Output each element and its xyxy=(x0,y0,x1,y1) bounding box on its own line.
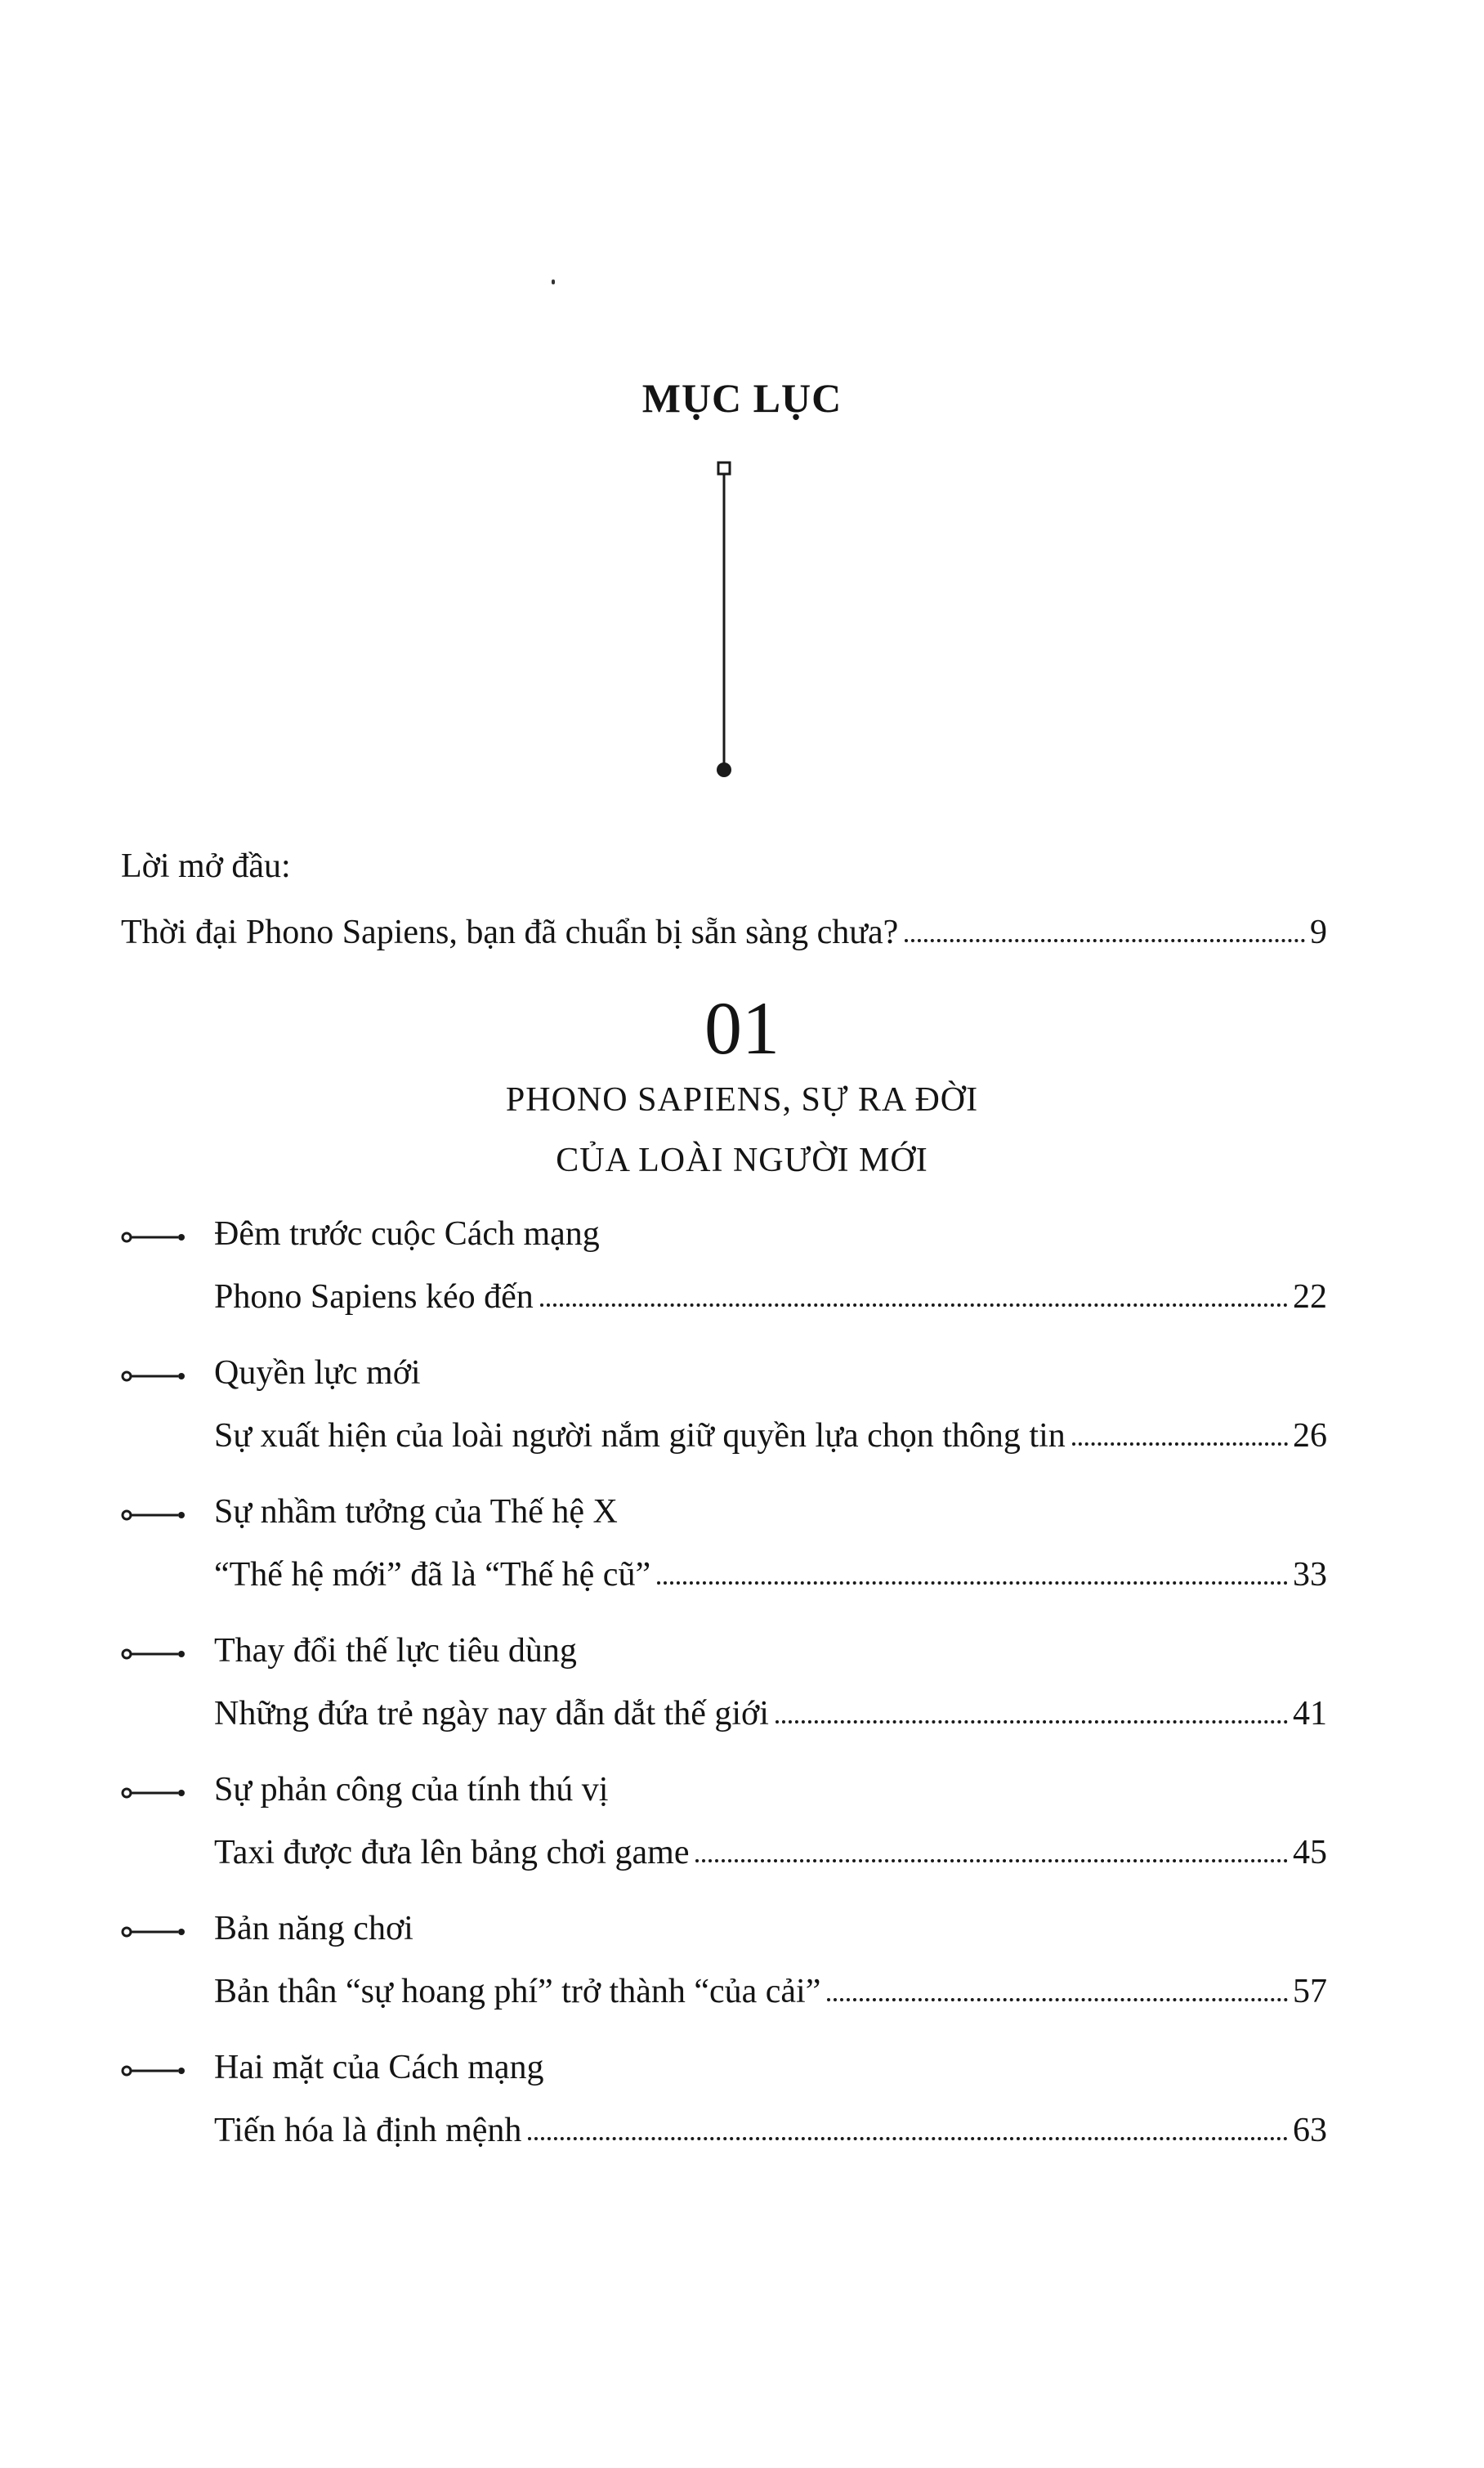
toc-entry-row[interactable] xyxy=(214,1558,1327,1592)
intro-label: Lời mở đầu: xyxy=(121,847,291,885)
bullet-connector-icon xyxy=(121,1925,193,1938)
page-number: 33 xyxy=(1293,1556,1327,1594)
dot-leader xyxy=(657,1581,1288,1585)
chapter-title-line-2: CỦA LOÀI NGƯỜI MỚI xyxy=(556,1142,928,1179)
toc-entry-subtitle: Phono Sapiens kéo đến xyxy=(214,1278,534,1316)
bullet-connector-icon xyxy=(121,2064,193,2077)
toc-entry-heading[interactable]: Thay đổi thế lực tiêu dùng xyxy=(214,1632,577,1670)
toc-entry-subtitle: Tiến hóa là định mệnh xyxy=(214,2112,522,2149)
chapter-number: 01 xyxy=(704,986,780,1070)
page-number: 57 xyxy=(1293,1973,1327,2010)
print-speck xyxy=(552,279,555,284)
page-number: 9 xyxy=(1310,914,1327,951)
toc-entry-row[interactable] xyxy=(214,2113,1327,2148)
bullet-connector-icon xyxy=(121,1370,193,1383)
bullet-connector-icon xyxy=(121,1786,193,1800)
toc-entry-heading[interactable]: Đêm trước cuộc Cách mạng xyxy=(214,1215,600,1253)
dot-leader xyxy=(540,1303,1288,1307)
page-number: 63 xyxy=(1293,2112,1327,2149)
toc-entry-subtitle: Sự xuất hiện của loài người nắm giữ quyền lựa chọn thông tin xyxy=(214,1417,1066,1455)
bullet-connector-icon xyxy=(121,1648,193,1661)
chapter-title-line-1: PHONO SAPIENS, SỰ RA ĐỜI xyxy=(505,1081,979,1119)
toc-entry-row[interactable] xyxy=(214,1697,1327,1731)
toc-entry-intro[interactable] xyxy=(121,915,1327,950)
bullet-connector-icon xyxy=(121,1509,193,1522)
dot-leader xyxy=(905,939,1305,942)
toc-entry-heading[interactable]: Bản năng chơi xyxy=(214,1910,413,1947)
page-number: 26 xyxy=(1293,1417,1327,1455)
toc-entry-heading[interactable]: Sự nhầm tưởng của Thế hệ X xyxy=(214,1493,618,1531)
page-number: 22 xyxy=(1293,1278,1327,1316)
toc-entry-heading[interactable]: Hai mặt của Cách mạng xyxy=(214,2049,544,2086)
toc-entry-subtitle: Taxi được đưa lên bảng chơi game xyxy=(214,1834,690,1871)
dot-leader xyxy=(827,1998,1288,2001)
toc-entry-row[interactable] xyxy=(214,1974,1327,2009)
bullet-connector-icon xyxy=(121,1231,193,1244)
page-number: 45 xyxy=(1293,1834,1327,1871)
dot-leader xyxy=(1072,1442,1288,1446)
toc-entry-subtitle: Bản thân “sự hoang phí” trở thành “của cải” xyxy=(214,1973,821,2010)
toc-entry-row[interactable] xyxy=(214,1419,1327,1453)
dot-leader xyxy=(695,1859,1288,1862)
toc-entry-subtitle: “Thế hệ mới” đã là “Thế hệ cũ” xyxy=(214,1556,651,1594)
toc-entry-row[interactable] xyxy=(214,1835,1327,1870)
toc-entry-heading[interactable]: Quyền lực mới xyxy=(214,1354,421,1392)
page-number: 41 xyxy=(1293,1695,1327,1733)
page-title: MỤC LỤC xyxy=(641,375,843,421)
dot-leader xyxy=(776,1720,1288,1724)
toc-entry-heading[interactable]: Sự phản công của tính thú vị xyxy=(214,1771,609,1809)
intro-text: Thời đại Phono Sapiens, bạn đã chuẩn bị sẵn sàng chưa? xyxy=(121,914,899,951)
dot-leader xyxy=(528,2137,1288,2140)
toc-entry-row[interactable] xyxy=(214,1280,1327,1314)
vertical-divider-ornament-icon xyxy=(713,461,735,780)
toc-entry-subtitle: Những đứa trẻ ngày nay dẫn dắt thế giới xyxy=(214,1695,769,1733)
